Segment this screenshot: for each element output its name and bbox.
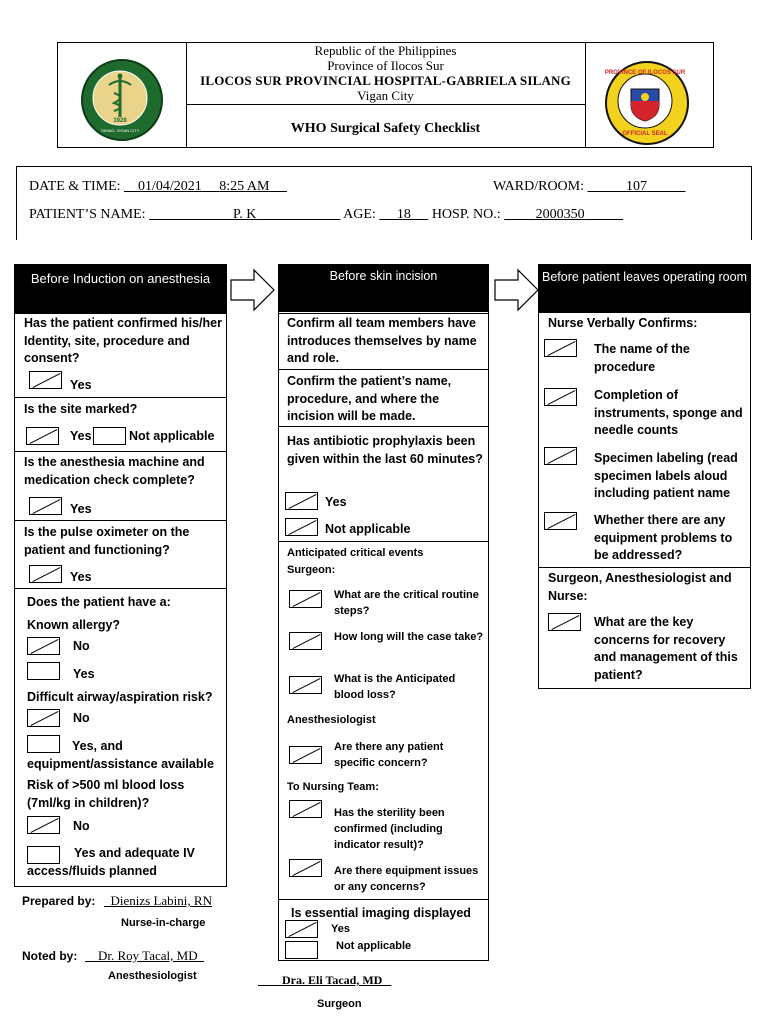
province-seal-logo	[605, 61, 689, 145]
v-counts: Completion of instruments, sponge and needle counts	[594, 388, 743, 437]
label-yes: Yes	[331, 923, 350, 935]
q-difficult-airway: Difficult airway/aspiration risk?	[27, 690, 213, 704]
q-known-allergy: Known allergy?	[27, 618, 121, 632]
checkbox-antibiotic-yes[interactable]	[285, 492, 318, 510]
patient-name-value[interactable]: P. K	[233, 207, 257, 222]
checkbox-case-duration[interactable]	[289, 632, 322, 650]
q-anesthesia-check: Is the anesthesia machine and medication check complete?	[24, 455, 205, 487]
q-case-duration: How long will the case take?	[334, 631, 484, 643]
label-yes: Yes	[70, 378, 92, 392]
age-value[interactable]: 18	[396, 207, 411, 222]
nursing-team-heading: To Nursing Team:	[287, 781, 379, 793]
prepared-by-name[interactable]: Dienizs Labini, RN	[110, 893, 212, 908]
checkbox-antibiotic-na[interactable]	[285, 518, 318, 536]
label-no: No	[73, 819, 90, 833]
v-equipment-problems: Whether there are any equipment problems to be addressed?	[594, 513, 733, 562]
q-site-marked: Is the site marked?	[24, 402, 138, 416]
checkbox-identity-yes[interactable]	[29, 371, 62, 389]
province-line: Province of Ilocos Sur	[327, 58, 444, 73]
before-leaving-or-column	[538, 264, 751, 689]
hosp-no-value[interactable]: 2000350	[535, 207, 585, 222]
hosp-no-label: HOSP. NO.:	[431, 207, 501, 222]
q-imaging: Is essential imaging displayed	[291, 906, 471, 920]
patient-name-label: PATIENT’S NAME:	[29, 207, 146, 222]
checkbox-equipment[interactable]	[289, 859, 322, 877]
checkbox-site-na[interactable]	[93, 427, 126, 445]
svg-text:OFFICIAL SEAL: OFFICIAL SEAL	[622, 131, 668, 137]
anesthesiologist-heading: Anesthesiologist	[287, 714, 376, 726]
v-specimen: Specimen labeling (read specimen labels aloud including patient name	[594, 451, 738, 500]
checkbox-site-yes[interactable]	[26, 427, 59, 445]
label-no: No	[73, 639, 90, 653]
noted-by-label: Noted by:	[22, 949, 78, 963]
arrow-right-icon	[230, 268, 276, 312]
label-not-applicable: Not applicable	[129, 429, 215, 443]
prepared-by-role: Nurse-in-charge	[121, 917, 206, 929]
team-heading: Surgeon, Anesthesiologist and Nurse:	[548, 571, 732, 603]
noted-by-name[interactable]: Dr. Roy Tacal, MD	[98, 948, 198, 963]
t-key-concerns: What are the key concerns for recovery and management of this patient?	[594, 615, 738, 682]
q-anticipated-blood-loss: What is the Anticipated blood loss?	[334, 673, 456, 701]
column-header: Before skin incision	[279, 265, 488, 312]
label-blood-yes: Yes and adequate IV access/fluids planned	[27, 846, 195, 878]
checkbox-oximeter-yes[interactable]	[29, 565, 62, 583]
checkbox-key-concerns[interactable]	[548, 613, 581, 631]
q-patient-have: Does the patient have a:	[27, 595, 171, 609]
patient-info-box	[16, 166, 752, 240]
q-critical-steps: What are the critical routine steps?	[334, 589, 479, 617]
checkbox-procedure-name[interactable]	[544, 339, 577, 357]
ward-label: WARD/ROOM:	[493, 179, 585, 194]
svg-text:PROVINCE OF ILOCOS SUR: PROVINCE OF ILOCOS SUR	[605, 70, 685, 76]
confirm-team: Confirm all team members have introduces themselves by name and role.	[287, 316, 477, 365]
confirm-patient: Confirm the patient’s name, procedure, and where the incision will be made.	[287, 374, 452, 423]
checkbox-allergy-yes[interactable]	[27, 662, 60, 680]
date-value[interactable]: 01/04/2021 8:25 AM	[138, 179, 270, 194]
label-yes: Yes	[70, 502, 92, 516]
q-pulse-oximeter: Is the pulse oximeter on the patient and functioning?	[24, 525, 190, 557]
date-label: DATE & TIME:	[29, 179, 121, 194]
age-label: AGE:	[343, 207, 376, 222]
q-blood-loss: Risk of >500 ml blood loss (7ml/kg in children)?	[27, 778, 185, 810]
label-yes: Yes	[325, 495, 347, 509]
hospital-seal-logo	[81, 59, 163, 141]
header-box	[57, 42, 714, 148]
q-patient-concern: Are there any patient specific concern?	[334, 741, 444, 769]
q-antibiotic: Has antibiotic prophylaxis been given within the last 60 minutes?	[287, 434, 483, 466]
label-not-applicable: Not applicable	[325, 522, 411, 536]
ward-value[interactable]: 107	[626, 179, 648, 194]
city-line: Vigan City	[357, 88, 414, 103]
checkbox-critical-steps[interactable]	[289, 590, 322, 608]
checkbox-imaging-na[interactable]	[285, 941, 318, 959]
prepared-by-label: Prepared by:	[22, 894, 96, 908]
checkbox-counts[interactable]	[544, 388, 577, 406]
form-title: WHO Surgical Safety Checklist	[290, 121, 481, 136]
label-yes: Yes	[70, 570, 92, 584]
before-skin-incision-column	[278, 264, 489, 961]
label-airway-yes: Yes, and equipment/assistance available	[27, 739, 214, 771]
q-equipment-issues: Are there equipment issues or any concerns?	[334, 865, 479, 893]
noted-by-role: Anesthesiologist	[108, 970, 197, 982]
q-sterility: Has the sterility been confirmed (including indicator result)?	[334, 807, 445, 851]
checkbox-blood-loss[interactable]	[289, 676, 322, 694]
checkbox-blood-no[interactable]	[27, 816, 60, 834]
arrow-right-icon	[494, 268, 540, 312]
surgeon-heading: Surgeon:	[287, 564, 336, 576]
republic-line: Republic of the Philippines	[314, 43, 457, 58]
hospital-name: ILOCOS SUR PROVINCIAL HOSPITAL-GABRIELA SILANG	[200, 73, 571, 88]
checkbox-patient-concern[interactable]	[289, 746, 322, 764]
surgeon-role: Surgeon	[317, 998, 362, 1010]
checkbox-allergy-no[interactable]	[27, 637, 60, 655]
surgeon-name[interactable]: Dra. Eli Tacad, MD	[282, 973, 383, 987]
column-header: Before Induction on anesthesia	[15, 265, 226, 314]
v-procedure-name: The name of the procedure	[594, 342, 690, 374]
checkbox-specimen[interactable]	[544, 447, 577, 465]
column-header: Before patient leaves operating room	[539, 265, 750, 313]
anticipated-events: Anticipated critical events	[287, 547, 424, 559]
before-induction-column	[14, 264, 227, 887]
checkbox-sterility[interactable]	[289, 800, 322, 818]
svg-text:TAMAG, VIGAN CITY: TAMAG, VIGAN CITY	[100, 128, 140, 133]
svg-text:1928: 1928	[113, 118, 127, 124]
checkbox-anesthesia-yes[interactable]	[29, 497, 62, 515]
q-identity: Has the patient confirmed his/her Identity, site, procedure and consent?	[24, 316, 222, 365]
nurse-verbally-confirms: Nurse Verbally Confirms:	[548, 316, 698, 330]
checkbox-imaging-yes[interactable]	[285, 920, 318, 938]
label-no: No	[73, 711, 90, 725]
checkbox-airway-no[interactable]	[27, 709, 60, 727]
label-yes: Yes	[73, 667, 95, 681]
label-not-applicable: Not applicable	[336, 940, 412, 952]
checkbox-equipment-problems[interactable]	[544, 512, 577, 530]
label-yes: Yes	[70, 429, 92, 443]
